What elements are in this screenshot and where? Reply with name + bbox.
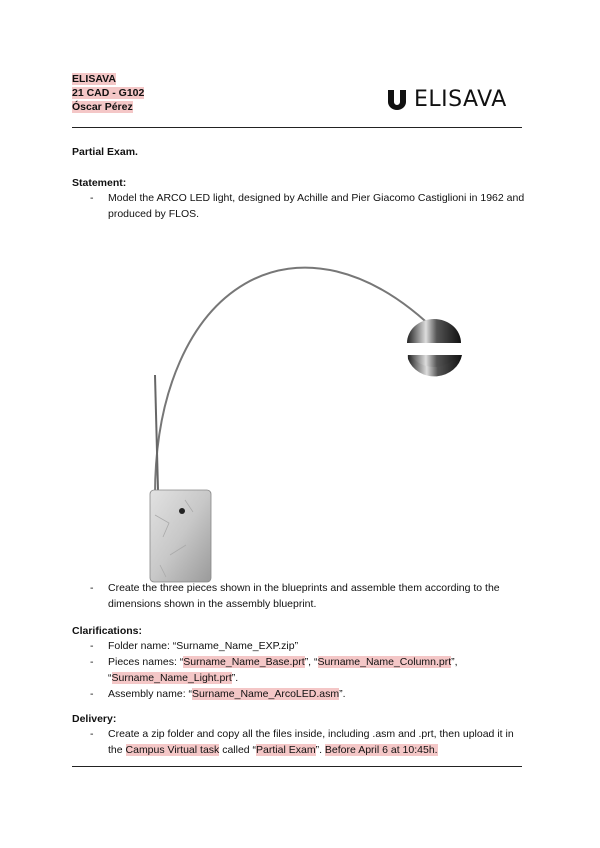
top-divider <box>72 127 522 128</box>
bottom-divider <box>72 766 522 767</box>
elisava-u-icon <box>388 90 406 110</box>
arco-lamp-image <box>140 225 470 585</box>
assembly-name: Surname_Name_ArcoLED.asm <box>192 688 340 700</box>
piece-light-name: Surname_Name_Light.prt <box>111 672 232 684</box>
header-course: 21 CAD - G102 <box>72 87 145 99</box>
header-org: ELISAVA <box>72 73 116 85</box>
page-title: Partial Exam. <box>72 146 138 158</box>
statement-heading: Statement: <box>72 177 127 189</box>
bullet: - <box>90 192 94 204</box>
deadline: Before April 6 at 10:45h. <box>324 744 438 756</box>
exam-name: Partial Exam <box>256 744 316 756</box>
header-author: Óscar Pérez <box>72 101 133 113</box>
clarifications-heading: Clarifications: <box>72 625 143 637</box>
campus-task: Campus Virtual task <box>125 744 220 756</box>
piece-base-name: Surname_Name_Base.prt <box>183 656 305 668</box>
logo-text: ELISAVA <box>414 87 507 112</box>
elisava-logo <box>388 87 507 112</box>
delivery-heading: Delivery: <box>72 713 117 725</box>
piece-column-name: Surname_Name_Column.prt <box>317 656 452 668</box>
